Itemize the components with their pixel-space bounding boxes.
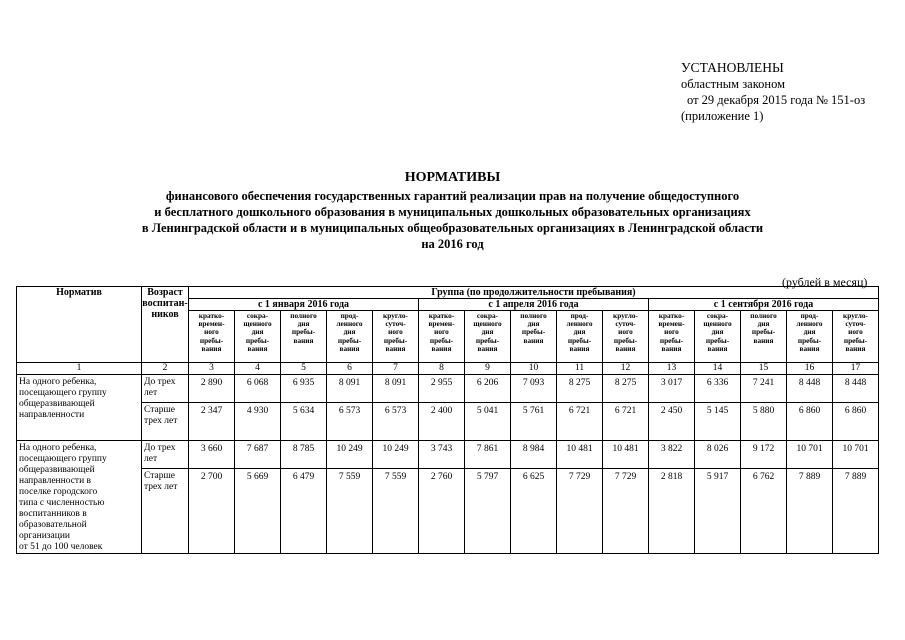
value-cell: 5 880	[741, 403, 787, 441]
value-cell: 2 955	[419, 375, 465, 403]
header-stay-type	[281, 311, 327, 363]
value-cell: 5 761	[511, 403, 557, 441]
column-number: 11	[557, 363, 603, 375]
table-row	[17, 441, 879, 469]
value-cell: 6 860	[833, 403, 879, 441]
normative-label-line: общеразвивающей	[19, 399, 95, 409]
header-stay-type-line: дня	[573, 327, 586, 337]
header-stay-type-line: пребы-	[337, 335, 362, 345]
column-number: 5	[281, 363, 327, 375]
subtitle-line: на 2016 год	[421, 237, 484, 251]
value-cell: 6 721	[603, 403, 649, 441]
column-number: 1	[17, 363, 142, 375]
value-cell: 10 481	[603, 441, 649, 469]
normative-label-line: общеразвивающей	[19, 465, 95, 475]
value-cell: 7 559	[373, 469, 419, 554]
header-stay-type-line: вания	[753, 335, 774, 345]
document-title: НОРМАТИВЫ	[404, 170, 501, 185]
header-stay-type	[649, 311, 695, 363]
age-line: Старше	[144, 471, 175, 482]
header-stay-type	[373, 311, 419, 363]
header-stay-type-line: вания	[707, 343, 728, 353]
header-stay-type-line: дня	[711, 327, 724, 337]
header-period: с 1 апреля 2016 года	[419, 299, 649, 311]
header-stay-type-line: вания	[799, 343, 820, 353]
header-stay-type-line: кратко-	[428, 311, 455, 320]
column-number: 2	[142, 363, 189, 375]
column-number: 6	[327, 363, 373, 375]
header-stay-type-line: вания	[523, 335, 544, 345]
header-period: с 1 сентября 2016 года	[649, 299, 879, 311]
header-stay-type-line: пребы-	[475, 335, 500, 345]
header-stay-type-line: пребы-	[705, 335, 730, 345]
header-stay-type-line: прод-	[340, 311, 359, 320]
column-number: 7	[373, 363, 419, 375]
header-stay-type-line: вания	[247, 343, 268, 353]
value-cell: 6 573	[327, 403, 373, 441]
value-cell: 10 481	[557, 441, 603, 469]
header-stay-type-line: ленного	[566, 319, 593, 329]
header-age-line: ников	[151, 309, 179, 320]
header-stay-type-line: времен-	[658, 319, 685, 329]
header-stay-type-line: дня	[343, 327, 356, 337]
value-cell: 6 625	[511, 469, 557, 554]
age-line: трех лет	[144, 416, 178, 426]
value-cell: 6 479	[281, 469, 327, 554]
value-cell: 8 091	[373, 375, 419, 403]
header-stay-type-line: пребы-	[429, 335, 454, 345]
value-cell: 4 930	[235, 403, 281, 441]
age-line: До трех	[144, 443, 176, 453]
column-number: 17	[833, 363, 879, 375]
header-stay-type	[833, 311, 879, 363]
value-cell: 3 743	[419, 441, 465, 469]
header-stay-type-line: кратко-	[198, 311, 225, 320]
approval-appendix: (приложение 1)	[681, 109, 764, 123]
age-line: трех лет	[144, 482, 178, 493]
header-stay-type-line: времен-	[428, 319, 455, 329]
header-stay-type-line: щенного	[243, 319, 272, 329]
header-stay-type-line: дня	[757, 319, 770, 329]
age-line: Старше	[144, 405, 175, 415]
value-cell: 2 450	[649, 403, 695, 441]
header-stay-type	[787, 311, 833, 363]
value-cell: 10 701	[787, 441, 833, 469]
subtitle-line: в Ленинградской области и в муниципальных общеобразовательных организациях в Ленинградской области	[141, 221, 764, 235]
value-cell: 5 917	[695, 469, 741, 554]
header-stay-type-line: вания	[293, 335, 314, 345]
header-stay-type-line: ного	[204, 327, 219, 337]
header-stay-type-line: суточ-	[615, 319, 636, 329]
approval-law: областным законом	[681, 77, 786, 91]
value-cell: 6 860	[787, 403, 833, 441]
value-cell: 5 669	[235, 469, 281, 554]
header-age	[142, 287, 189, 363]
value-cell: 2 818	[649, 469, 695, 554]
column-number: 15	[741, 363, 787, 375]
header-stay-type-line: вания	[569, 343, 590, 353]
header-stay-type-line: щенного	[703, 319, 732, 329]
column-number: 8	[419, 363, 465, 375]
value-cell: 7 729	[603, 469, 649, 554]
unit-note: (рублей в месяц)	[782, 275, 868, 289]
header-stay-type-line: пребы-	[567, 335, 592, 345]
header-stay-type-line: суточ-	[385, 319, 406, 329]
header-stay-type-line: времен-	[198, 319, 225, 329]
header-stay-type-line: суточ-	[845, 319, 866, 329]
value-cell: 6 336	[695, 375, 741, 403]
value-cell: 7 559	[327, 469, 373, 554]
value-cell: 8 091	[327, 375, 373, 403]
normative-label-line: направленности в	[19, 476, 92, 486]
age-line: лет	[144, 388, 158, 398]
header-stay-type-line: полного	[290, 311, 317, 320]
value-cell: 6 762	[741, 469, 787, 554]
value-cell: 2 890	[189, 375, 235, 403]
header-stay-type-line: ного	[434, 327, 449, 337]
header-stay-type-line: пребы-	[613, 335, 638, 345]
header-stay-type-line: пребы-	[843, 335, 868, 345]
value-cell: 3 017	[649, 375, 695, 403]
header-stay-type-line: полного	[750, 311, 777, 320]
normative-label-line: посещающего группу	[19, 454, 107, 464]
value-cell: 7 889	[787, 469, 833, 554]
age-cell	[142, 469, 189, 554]
document-subtitle	[0, 188, 905, 252]
value-cell: 5 145	[695, 403, 741, 441]
header-stay-type-line: ного	[664, 327, 679, 337]
value-cell: 6 068	[235, 375, 281, 403]
normative-label-line: направленности	[19, 410, 85, 420]
column-number: 9	[465, 363, 511, 375]
value-cell: 8 275	[557, 375, 603, 403]
header-stay-type	[327, 311, 373, 363]
subtitle-line: и бесплатного дошкольного образования в муниципальных дошкольных образовательных организациях	[154, 205, 751, 219]
header-stay-type-line: вания	[339, 343, 360, 353]
header-group: Группа (по продолжительности пребывания)	[189, 287, 879, 299]
approval-block	[681, 60, 865, 124]
column-number: 14	[695, 363, 741, 375]
value-cell: 5 634	[281, 403, 327, 441]
header-stay-type-line: дня	[527, 319, 540, 329]
header-stay-type	[465, 311, 511, 363]
header-stay-type-line: щенного	[473, 319, 502, 329]
header-stay-type-line: вания	[845, 343, 866, 353]
approval-date: от 29 декабря 2015 года № 151-оз	[687, 93, 866, 107]
header-stay-type-line: прод-	[800, 311, 819, 320]
age-line: До трех	[144, 377, 176, 387]
value-cell: 7 093	[511, 375, 557, 403]
header-stay-type-line: дня	[251, 327, 264, 337]
column-numbers-row	[17, 363, 879, 375]
header-stay-type	[189, 311, 235, 363]
value-cell: 10 701	[833, 441, 879, 469]
value-cell: 6 935	[281, 375, 327, 403]
value-cell: 7 241	[741, 375, 787, 403]
value-cell: 6 721	[557, 403, 603, 441]
header-stay-type-line: вания	[661, 343, 682, 353]
header-stay-type	[511, 311, 557, 363]
header-stay-type-line: ленного	[796, 319, 823, 329]
value-cell: 6 573	[373, 403, 419, 441]
header-stay-type-line: полного	[520, 311, 547, 320]
value-cell: 3 660	[189, 441, 235, 469]
header-stay-type-line: сокра-	[476, 311, 499, 320]
header-stay-type-line: кругло-	[843, 311, 868, 320]
value-cell: 10 249	[373, 441, 419, 469]
header-stay-type	[419, 311, 465, 363]
header-stay-type-line: пребы-	[383, 335, 408, 345]
column-number: 12	[603, 363, 649, 375]
value-cell: 7 889	[833, 469, 879, 554]
normative-label-line: типа с численностью	[19, 498, 105, 508]
normative-label-line: поселке городского	[19, 487, 98, 497]
normative-label-line: На одного ребенка,	[19, 377, 97, 387]
column-number: 13	[649, 363, 695, 375]
header-stay-type-line: дня	[803, 327, 816, 337]
value-cell: 8 448	[833, 375, 879, 403]
normative-label-line: На одного ребенка,	[19, 443, 97, 453]
age-cell	[142, 403, 189, 441]
approval-heading: УСТАНОВЛЕНЫ	[681, 60, 784, 75]
header-stay-type	[741, 311, 787, 363]
header-stay-type-line: ленного	[336, 319, 363, 329]
header-stay-type-line: вания	[431, 343, 452, 353]
header-stay-type-line: ного	[618, 327, 633, 337]
value-cell: 7 729	[557, 469, 603, 554]
header-stay-type-line: вания	[201, 343, 222, 353]
header-stay-type-line: пребы-	[245, 335, 270, 345]
age-cell	[142, 441, 189, 469]
header-age-line: воспитан-	[142, 298, 188, 309]
table-row	[17, 469, 879, 554]
header-stay-type	[695, 311, 741, 363]
value-cell: 8 275	[603, 375, 649, 403]
header-stay-type	[235, 311, 281, 363]
header-stay-type-line: пребы-	[521, 327, 546, 337]
table-row	[17, 375, 879, 403]
normative-label-line: от 51 до 100 человек	[19, 542, 103, 552]
header-stay-type-line: кругло-	[383, 311, 408, 320]
column-number: 16	[787, 363, 833, 375]
header-normative	[17, 287, 142, 363]
value-cell: 10 249	[327, 441, 373, 469]
value-cell: 2 400	[419, 403, 465, 441]
header-stay-type-line: дня	[481, 327, 494, 337]
normative-label-line: воспитанников в	[19, 509, 87, 519]
value-cell: 2 347	[189, 403, 235, 441]
value-cell: 6 206	[465, 375, 511, 403]
header-age-line: Возраст	[147, 287, 183, 298]
header-stay-type-line: пребы-	[797, 335, 822, 345]
value-cell: 2 700	[189, 469, 235, 554]
value-cell: 5 797	[465, 469, 511, 554]
age-cell	[142, 375, 189, 403]
age-line: лет	[144, 454, 158, 464]
normative-label-line: посещающего группу	[19, 388, 107, 398]
value-cell: 7 687	[235, 441, 281, 469]
header-stay-type-line: дня	[297, 319, 310, 329]
value-cell: 8 785	[281, 441, 327, 469]
header-period: с 1 января 2016 года	[189, 299, 419, 311]
column-number: 3	[189, 363, 235, 375]
column-number: 10	[511, 363, 557, 375]
header-stay-type-line: пребы-	[291, 327, 316, 337]
header-stay-type-line: пребы-	[751, 327, 776, 337]
normative-label	[17, 441, 142, 554]
header-stay-type	[557, 311, 603, 363]
normative-label	[17, 375, 142, 441]
value-cell: 5 041	[465, 403, 511, 441]
value-cell: 2 760	[419, 469, 465, 554]
header-stay-type-line: вания	[385, 343, 406, 353]
value-cell: 7 861	[465, 441, 511, 469]
value-cell: 9 172	[741, 441, 787, 469]
header-stay-type-line: вания	[477, 343, 498, 353]
header-stay-type-line: сокра-	[706, 311, 729, 320]
value-cell: 3 822	[649, 441, 695, 469]
header-stay-type-line: пребы-	[659, 335, 684, 345]
header-stay-type-line: ного	[848, 327, 863, 337]
header-stay-type	[603, 311, 649, 363]
header-stay-type-line: пребы-	[199, 335, 224, 345]
table-row	[17, 403, 879, 441]
header-stay-type-line: ного	[388, 327, 403, 337]
header-row-1	[17, 287, 879, 299]
normatives-table	[16, 286, 879, 554]
column-number: 4	[235, 363, 281, 375]
value-cell: 8 448	[787, 375, 833, 403]
value-cell: 8 026	[695, 441, 741, 469]
header-stay-type-line: вания	[615, 343, 636, 353]
header-stay-type-line: сокра-	[246, 311, 269, 320]
normative-label-line: организации	[19, 531, 71, 541]
value-cell: 8 984	[511, 441, 557, 469]
header-stay-type-line: прод-	[570, 311, 589, 320]
normative-label-line: образовательной	[19, 520, 87, 530]
header-normative-label: Норматив	[56, 287, 102, 298]
subtitle-line: финансового обеспечения государственных гарантий реализации прав на получение общедоступного	[165, 189, 740, 203]
header-stay-type-line: кратко-	[658, 311, 685, 320]
header-stay-type-line: кругло-	[613, 311, 638, 320]
